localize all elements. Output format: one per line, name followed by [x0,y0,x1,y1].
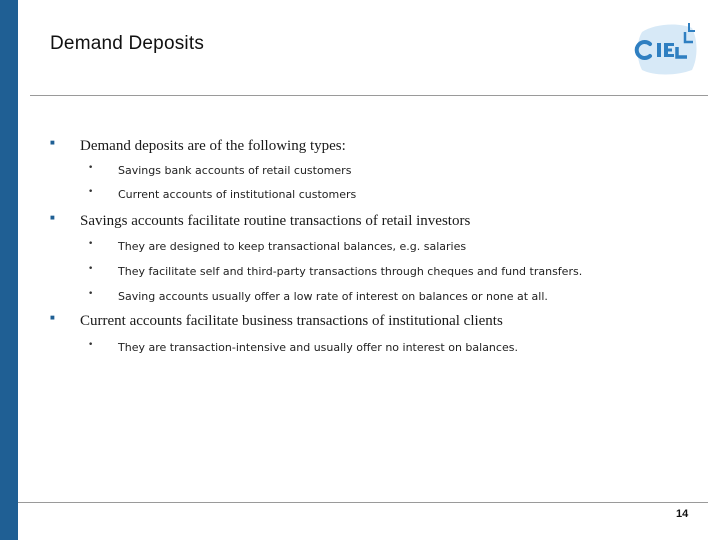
sub-bullet-marker-icon: • [88,239,94,249]
bullet-text: Demand deposits are of the following types: [80,138,346,154]
sub-bullet-marker-icon: • [88,289,94,299]
bullet-text: Savings accounts facilitate routine transactions of retail investors [80,213,471,229]
ciel-logo [632,18,700,80]
bullet-marker-icon: ■ [50,313,55,322]
page-number: 14 [676,508,689,520]
sub-bullet-marker-icon: • [88,163,94,173]
sub-bullet-text: Current accounts of institutional customers [118,188,357,201]
sub-bullet-marker-icon: • [88,187,94,197]
sub-bullet-marker-icon: • [88,264,94,274]
sub-bullet-text: They are transaction-intensive and usually offer no interest on balances. [118,341,518,354]
sub-bullet-text: Savings bank accounts of retail customers [118,164,352,177]
sub-bullet-text: They facilitate self and third-party transactions through cheques and fund transfers. [118,265,583,278]
sub-bullet-marker-icon: • [88,340,94,350]
sub-bullet-text: They are designed to keep transactional balances, e.g. salaries [118,240,467,253]
bullet-marker-icon: ■ [50,213,55,222]
left-accent-bar [0,0,18,540]
bottom-divider [18,502,708,503]
sub-bullet-text: Saving accounts usually offer a low rate of interest on balances or none at all. [118,290,548,303]
slide-title: Demand Deposits [50,33,205,54]
top-divider [30,95,708,96]
bullet-text: Current accounts facilitate business transactions of institutional clients [80,313,503,329]
bullet-marker-icon: ■ [50,138,55,147]
